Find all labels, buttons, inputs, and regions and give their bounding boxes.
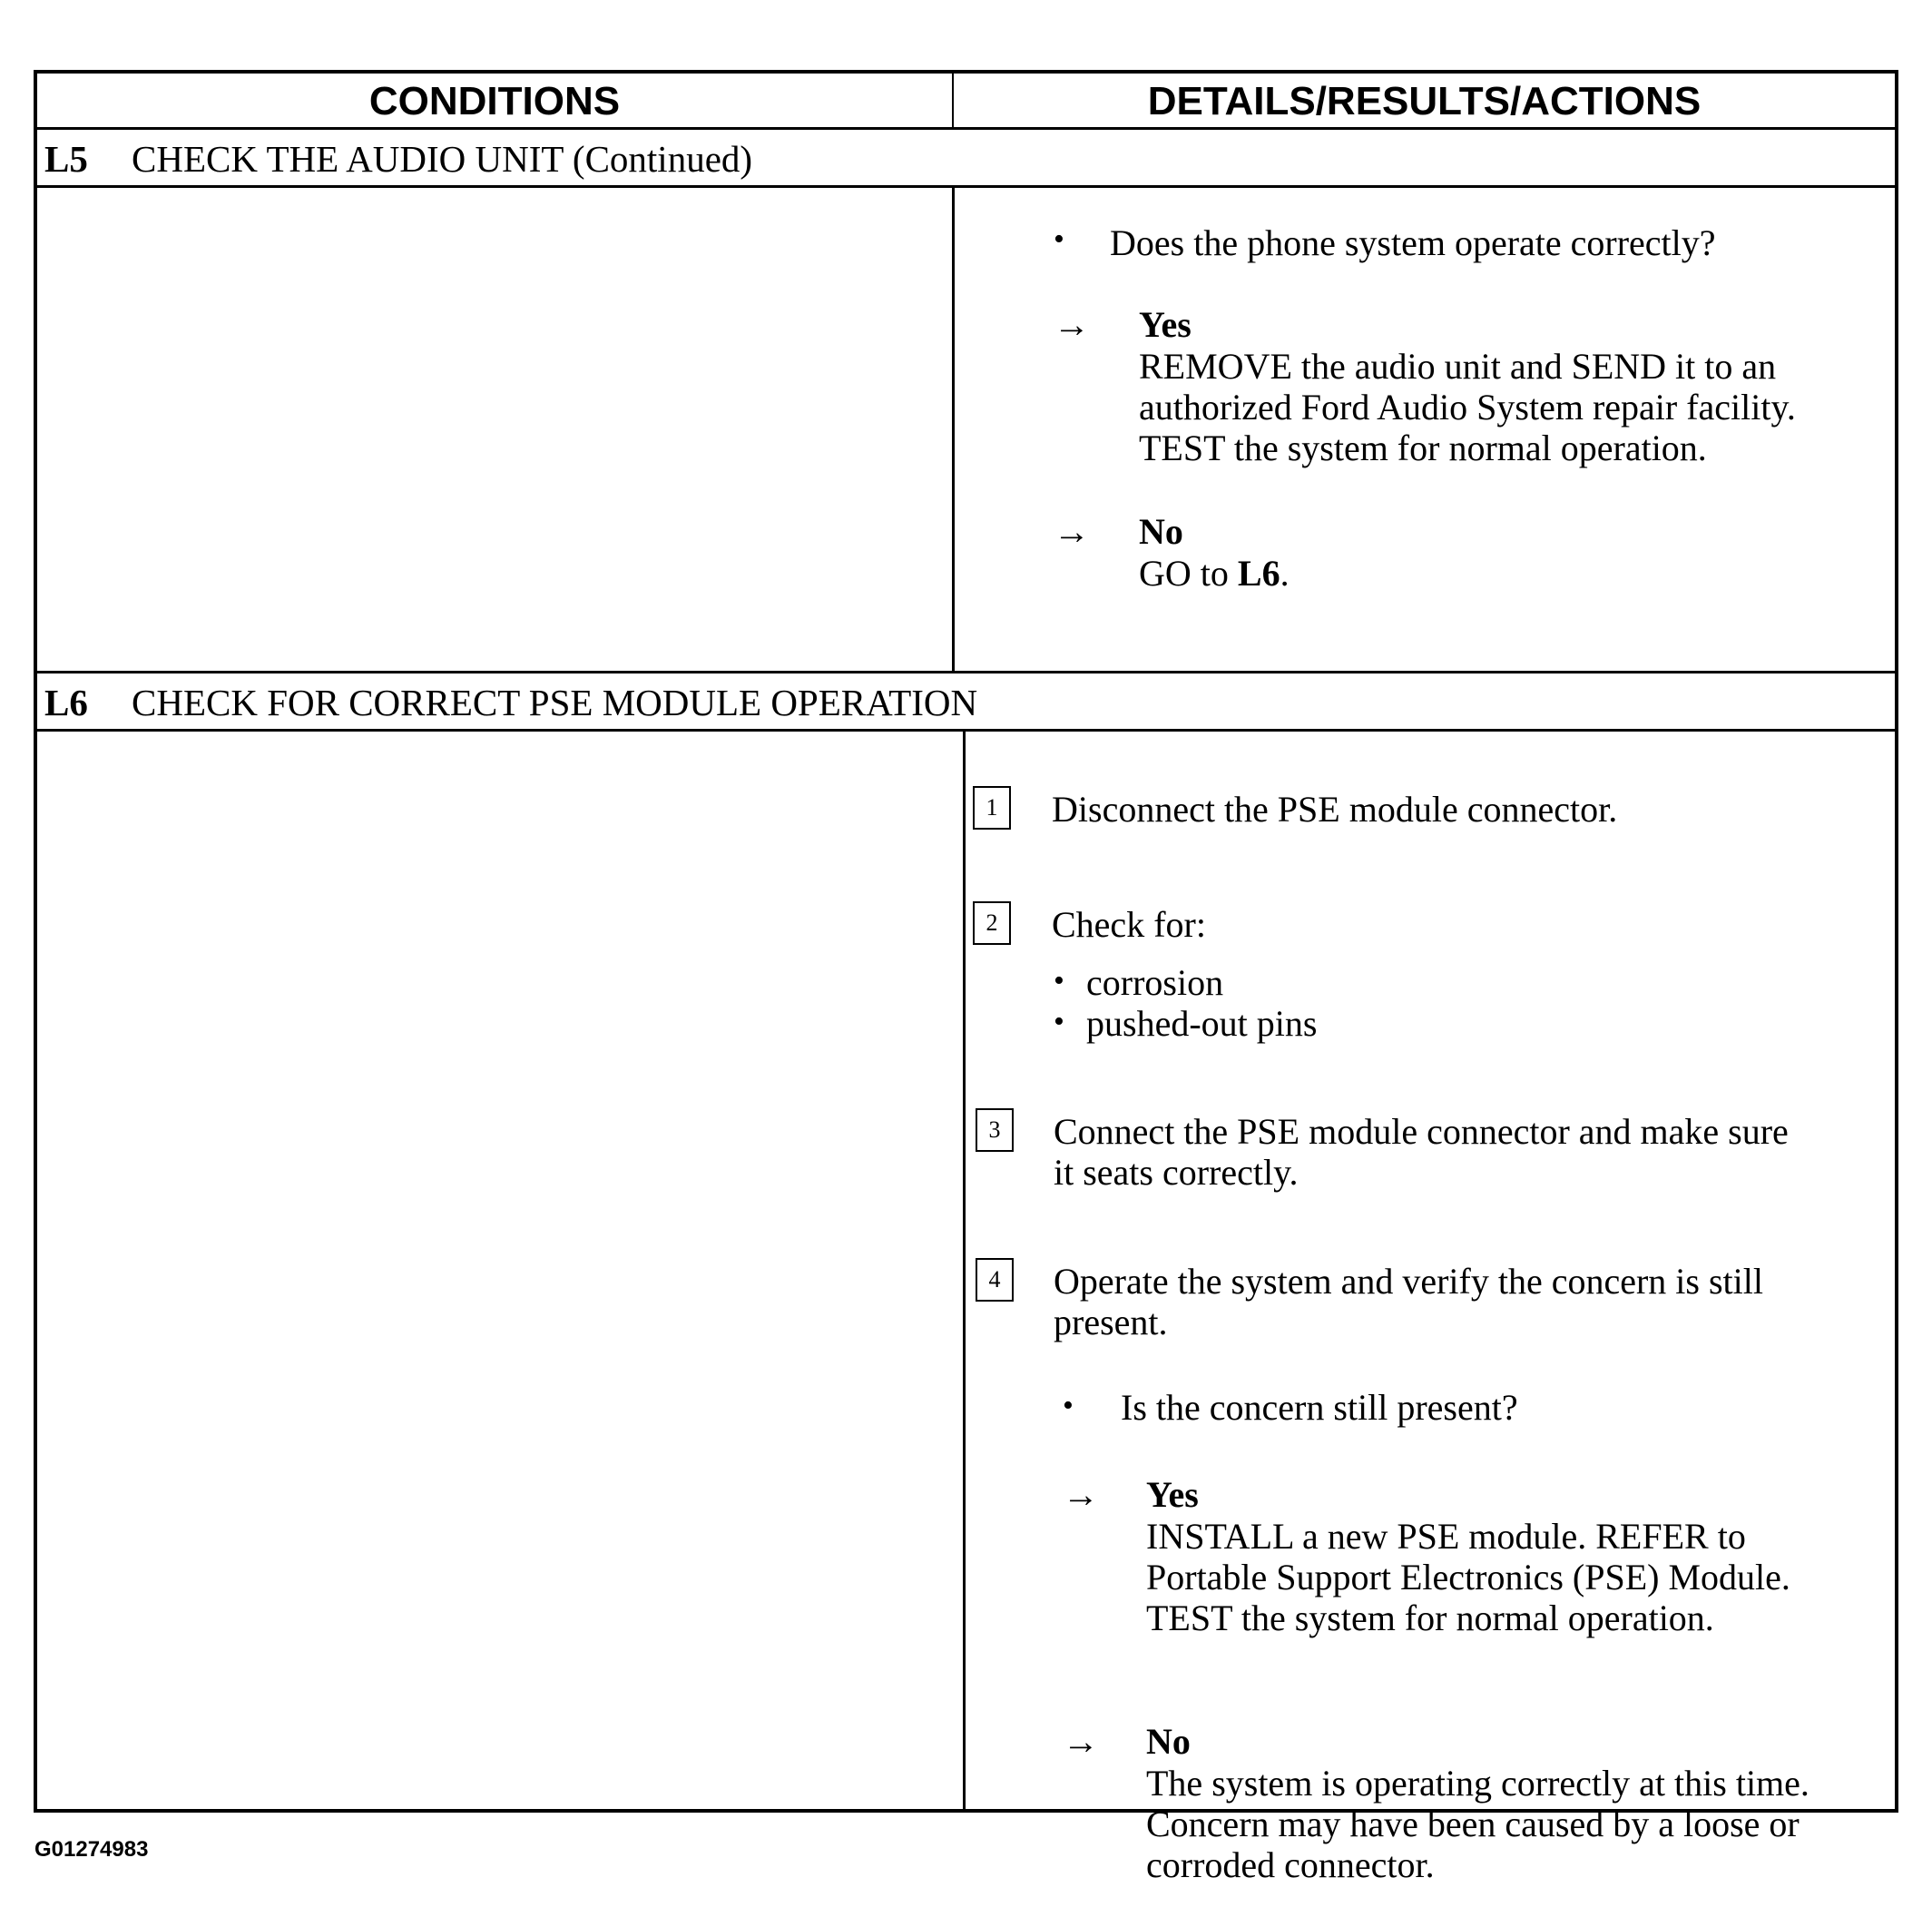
step-2-bullet: corrosion — [1086, 962, 1224, 1003]
table-header — [37, 74, 1895, 130]
step-number-box: 2 — [973, 901, 1011, 945]
l5-question: Does the phone system operate correctly? — [1110, 222, 1716, 263]
l5-no-text — [1139, 553, 1290, 594]
bullet-icon: • — [1054, 222, 1064, 256]
l6-yes-line: INSTALL a new PSE module. REFER to — [1146, 1516, 1746, 1557]
l6-yes-line: Portable Support Electronics (PSE) Module. — [1146, 1557, 1790, 1598]
l5-yes-line: REMOVE the audio unit and SEND it to an — [1139, 346, 1777, 387]
l5-no-text-suffix: . — [1280, 553, 1290, 594]
arrow-icon: → — [1063, 1721, 1099, 1762]
step-3-text: it seats correctly. — [1054, 1152, 1299, 1193]
step-number-box: 4 — [976, 1258, 1014, 1302]
l6-no-line: Concern may have been caused by a loose or — [1146, 1804, 1800, 1844]
l6-no-label: No — [1146, 1721, 1191, 1762]
bullet-icon: • — [1054, 964, 1064, 998]
step-l5-title-row — [37, 130, 1895, 188]
step-2-text: Check for: — [1052, 904, 1206, 945]
bullet-icon: • — [1063, 1389, 1074, 1422]
column-divider — [963, 732, 966, 1809]
step-code-l5: L5 — [44, 138, 88, 180]
arrow-icon: → — [1054, 511, 1090, 552]
bullet-icon: • — [1054, 1005, 1064, 1038]
step-4-text: Operate the system and verify the concern is still — [1054, 1261, 1763, 1302]
step-l6-title-row — [37, 673, 1895, 732]
l5-no-label: No — [1139, 511, 1183, 552]
arrow-icon: → — [1063, 1474, 1099, 1515]
l5-yes-label: Yes — [1139, 304, 1192, 345]
column-divider — [952, 188, 955, 671]
l5-no-text-prefix: GO to — [1139, 553, 1238, 594]
l5-yes-line: authorized Ford Audio System repair facility. — [1139, 387, 1796, 428]
l6-question: Is the concern still present? — [1121, 1387, 1518, 1428]
step-1-text: Disconnect the PSE module connector. — [1052, 789, 1618, 830]
l6-no-line: The system is operating correctly at this time. — [1146, 1763, 1809, 1804]
l5-yes-line: TEST the system for normal operation. — [1139, 428, 1707, 468]
step-number-box: 1 — [973, 786, 1011, 830]
step-4-text: present. — [1054, 1302, 1168, 1342]
step-code-l6: L6 — [44, 682, 88, 723]
step-2-bullet: pushed-out pins — [1086, 1003, 1318, 1044]
figure-id: G01274983 — [34, 1837, 149, 1862]
arrow-icon: → — [1054, 304, 1090, 345]
l6-no-line: corroded connector. — [1146, 1844, 1435, 1885]
l6-yes-line: TEST the system for normal operation. — [1146, 1598, 1714, 1638]
step-3-text: Connect the PSE module connector and make sure — [1054, 1111, 1789, 1152]
l6-yes-label: Yes — [1146, 1474, 1199, 1515]
l5-no-text-ref: L6 — [1237, 553, 1280, 594]
step-title-l6: CHECK FOR CORRECT PSE MODULE OPERATION — [132, 682, 978, 723]
details-header: DETAILS/RESULTS/ACTIONS — [1147, 79, 1702, 123]
step-number-box: 3 — [976, 1108, 1014, 1152]
conditions-header: CONDITIONS — [37, 74, 954, 127]
step-title-l5: CHECK THE AUDIO UNIT (Continued) — [132, 138, 753, 180]
step-l5-body — [37, 188, 1895, 673]
